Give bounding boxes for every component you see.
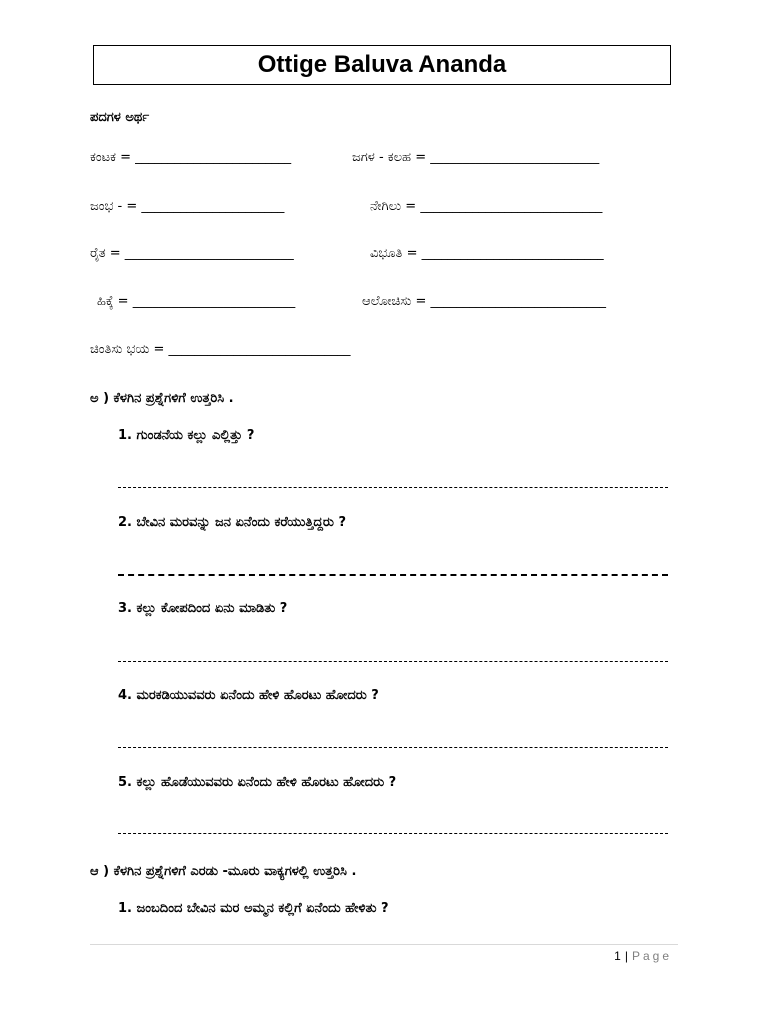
vocab-item-raita: ರೈತ = __________________________: [90, 246, 294, 261]
answer-line-a4[interactable]: [118, 747, 668, 748]
question-text: ಮರಕಡಿಯುವವರು ಏನೆಂದು ಹೇಳಿ ಹೊರಟು ಹೋದರು ?: [136, 688, 379, 703]
question-number: 1.: [118, 901, 132, 916]
footer-rule: [90, 944, 678, 945]
page-number: 1: [614, 949, 621, 963]
page-title: Ottige Baluva Ananda: [257, 51, 507, 78]
vocab-item-jambha: ಜಂಭ - = ______________________: [90, 199, 285, 214]
title-box: [93, 45, 671, 85]
section-a-heading: ಅ ) ಕೆಳಗಿನ ಪ್ರಶ್ನೆಗಳಿಗೆ ಉತ್ತರಿಸಿ .: [90, 391, 234, 406]
footer-separator: |: [624, 949, 628, 963]
question-number: 5.: [118, 775, 132, 790]
vocab-item-jagala: ಜಗಳ - ಕಲಹ = __________________________: [352, 150, 600, 165]
question-a4: [118, 688, 379, 703]
question-a5: [118, 775, 396, 790]
question-a3: [118, 601, 287, 616]
question-number: 4.: [118, 688, 132, 703]
vocab-item-hikke: ಹಿಕ್ಕೆ = _________________________: [97, 294, 296, 309]
vocab-item-chintisu: ಚಿಂತಿಸು ಭಯ = ____________________________: [90, 342, 351, 357]
answer-line-a2[interactable]: [118, 574, 668, 576]
answer-line-a1[interactable]: [118, 487, 668, 488]
question-number: 2.: [118, 515, 132, 530]
page-footer: [614, 949, 672, 963]
answer-line-a5[interactable]: [118, 833, 668, 834]
question-number: 1.: [118, 428, 132, 443]
vocab-item-vibhuti: ವಿಭೂತಿ = ____________________________: [370, 246, 604, 261]
question-text: ಬೇವಿನ ಮರವನ್ನು ಜನ ಏನೆಂದು ಕರೆಯುತ್ತಿದ್ದರು ?: [136, 515, 347, 530]
section-b-heading: ಆ ) ಕೆಳಗಿನ ಪ್ರಶ್ನೆಗಳಿಗೆ ಎರಡು -ಮೂರು ವಾಕ್ಯಗಳಲ್ಲಿ ಉತ್ತರಿಸಿ .: [90, 864, 357, 879]
page-label: Page: [631, 949, 672, 963]
vocab-heading: ಪದಗಳ ಅರ್ಥ: [90, 110, 150, 125]
question-text: ಕಲ್ಲು ಹೊಡೆಯುವವರು ಏನೆಂದು ಹೇಳಿ ಹೊರಟು ಹೋದರು ?: [136, 775, 397, 790]
question-text: ಜಂಬದಿಂದ ಬೇವಿನ ಮರ ಅಮ್ಮನ ಕಲ್ಲಿಗೆ ಏನೆಂದು ಹೇಳಿತು ?: [136, 901, 389, 916]
question-text: ಗುಂಡನೆಯ ಕಲ್ಲು ಎಲ್ಲಿತ್ತು ?: [136, 428, 255, 443]
answer-line-a3[interactable]: [118, 661, 668, 662]
question-b1: [118, 901, 389, 916]
vocab-item-negilu: ನೇಗಿಲು = ____________________________: [370, 199, 603, 214]
vocab-item-alochisu: ಆಲೋಚಿಸು = ___________________________: [362, 294, 606, 309]
vocab-item-kantaka: ಕಂಟಕ = ________________________: [90, 150, 292, 165]
question-text: ಕಲ್ಲು ಕೋಪದಿಂದ ಏನು ಮಾಡಿತು ?: [136, 601, 288, 616]
question-a2: [118, 515, 346, 530]
question-a1: [118, 428, 254, 443]
question-number: 3.: [118, 601, 132, 616]
